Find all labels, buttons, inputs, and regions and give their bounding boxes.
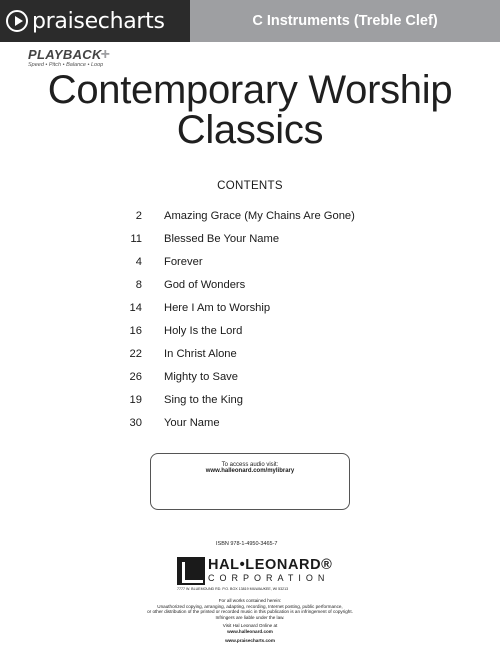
edition-label: C Instruments (Treble Clef) bbox=[252, 13, 438, 29]
isbn: ISBN 978-1-4950-3465-7 bbox=[216, 541, 278, 547]
title-line-1: Contemporary Worship bbox=[47, 68, 453, 112]
table-of-contents bbox=[100, 204, 440, 435]
toc-row bbox=[100, 412, 440, 435]
toc-row bbox=[100, 273, 440, 296]
playback-logo bbox=[28, 46, 110, 68]
legal-line: Infringers are liable under the law. bbox=[215, 614, 285, 620]
toc-row bbox=[100, 366, 440, 389]
toc-page-number: 30 bbox=[129, 417, 142, 430]
toc-song-title: Sing to the King bbox=[164, 394, 243, 407]
contents-heading: CONTENTS bbox=[217, 180, 283, 192]
toc-row bbox=[100, 343, 440, 366]
publisher-corporation: CORPORATION bbox=[208, 573, 330, 583]
legal-line: Visit Hal Leonard Online at bbox=[222, 623, 278, 629]
toc-page-number: 4 bbox=[135, 255, 142, 268]
legal-line: or other distribution of the printed or recorded music in this publication is an infringement of copyright. bbox=[147, 609, 353, 615]
toc-row bbox=[100, 227, 440, 250]
praisecharts-link[interactable]: www.praisecharts.com bbox=[225, 637, 275, 643]
playback-tagline: Speed • Pitch • Balance • Loop bbox=[28, 62, 104, 68]
toc-song-title: Your Name bbox=[164, 417, 220, 430]
publisher-address: 7777 W. BLUEMOUND RD. P.O. BOX 13819 MILWAUKEE, WI 53213 bbox=[177, 587, 289, 591]
legal-line: For all works contained herein: bbox=[218, 598, 282, 603]
toc-row bbox=[100, 250, 440, 273]
toc-page-number: 11 bbox=[130, 232, 142, 245]
toc-song-title: Blessed Be Your Name bbox=[164, 232, 280, 245]
toc-page-number: 26 bbox=[129, 371, 142, 384]
title-line-2: Classics bbox=[176, 108, 324, 152]
toc-row bbox=[100, 296, 440, 319]
toc-row bbox=[100, 389, 440, 412]
header-bar bbox=[0, 0, 500, 42]
plus-icon: + bbox=[100, 46, 111, 63]
audio-library-link[interactable]: www.halleonard.com/mylibrary bbox=[205, 468, 295, 474]
halleonard-link[interactable]: www.halleonard.com bbox=[227, 628, 273, 634]
playback-word: PLAYBACK bbox=[28, 47, 102, 62]
brand-name: praisecharts bbox=[32, 8, 165, 34]
toc-song-title: Holy Is the Lord bbox=[164, 325, 243, 338]
audio-access-box bbox=[150, 453, 350, 510]
toc-song-title: God of Wonders bbox=[164, 278, 246, 291]
toc-song-title: Forever bbox=[164, 255, 203, 268]
toc-song-title: In Christ Alone bbox=[164, 348, 237, 361]
toc-row bbox=[100, 319, 440, 342]
toc-page-number: 8 bbox=[135, 278, 142, 291]
toc-page-number: 16 bbox=[129, 325, 142, 338]
toc-row bbox=[100, 204, 440, 227]
toc-page-number: 14 bbox=[129, 301, 142, 314]
publisher-name: HAL•LEONARD® bbox=[208, 557, 333, 573]
hal-leonard-icon bbox=[177, 557, 205, 585]
toc-page-number: 2 bbox=[135, 209, 142, 222]
toc-song-title: Amazing Grace (My Chains Are Gone) bbox=[164, 209, 355, 222]
toc-song-title: Here I Am to Worship bbox=[164, 301, 271, 314]
legal-line: Unauthorized copying, arranging, adapting, recording, Internet posting, public performance, bbox=[157, 603, 343, 609]
toc-page-number: 19 bbox=[129, 394, 142, 407]
audio-instructions: To access audio visit: bbox=[221, 462, 279, 468]
toc-song-title: Mighty to Save bbox=[164, 371, 238, 384]
publisher-logo bbox=[177, 557, 333, 593]
play-icon bbox=[6, 10, 28, 32]
legal-notice bbox=[0, 598, 500, 643]
page-title bbox=[0, 70, 500, 150]
brand-logo bbox=[0, 0, 190, 42]
toc-page-number: 22 bbox=[129, 348, 142, 361]
